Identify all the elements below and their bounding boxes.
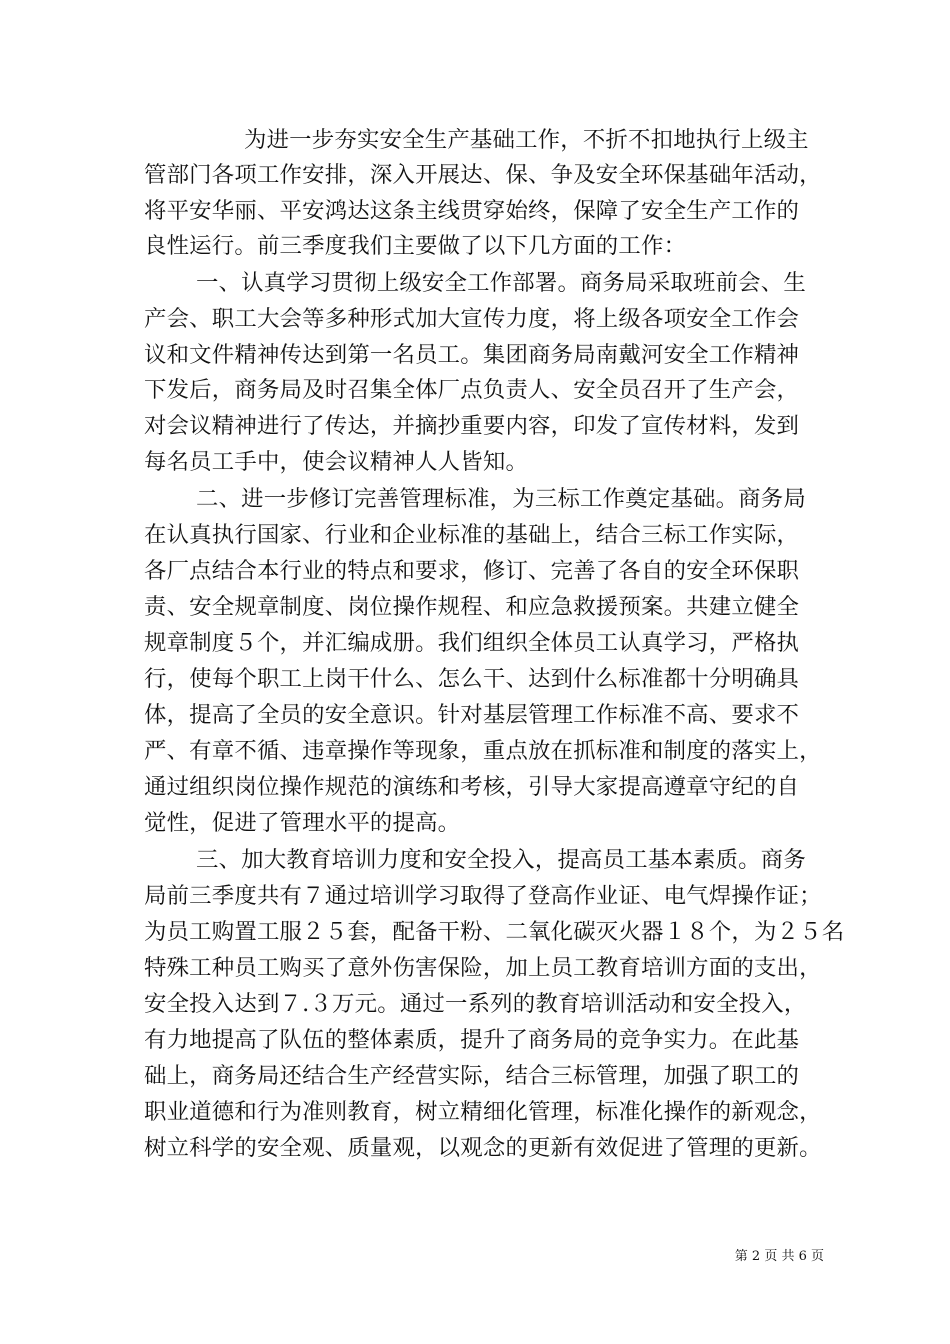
- text-line: 责、安全规章制度、岗位操作规程、和应急救援预案。共建立健全: [144, 594, 800, 620]
- text-line: 对会议精神进行了传达，并摘抄重要内容，印发了宣传材料，发到: [144, 413, 800, 439]
- text-line: 通过组织岗位操作规范的演练和考核，引导大家提高遵章守纪的自: [144, 774, 800, 800]
- text-line: 议和文件精神传达到第一名员工。集团商务局南戴河安全工作精神: [144, 342, 800, 368]
- text-line: 管部门各项工作安排，深入开展达、保、争及安全环保基础年活动，: [144, 162, 822, 188]
- text-line: 每名员工手中，使会议精神人人皆知。: [144, 449, 529, 475]
- text-line: 为员工购置工服２５套，配备干粉、二氧化碳灭火器１８个，为２５名: [144, 919, 845, 945]
- text-line: 产会、职工大会等多种形式加大宣传力度，将上级各项安全工作会: [144, 306, 800, 332]
- text-line: 一、认真学习贯彻上级安全工作部署。商务局采取班前会、生: [196, 270, 806, 296]
- text-line: 行，使每个职工上岗干什么、怎么干、达到什么标准都十分明确具: [144, 666, 800, 692]
- text-line: 础上，商务局还结合生产经营实际，结合三标管理，加强了职工的: [144, 1063, 800, 1089]
- text-line: 特殊工种员工购买了意外伤害保险，加上员工教育培训方面的支出，: [144, 955, 822, 981]
- text-line: 下发后，商务局及时召集全体厂点负责人、安全员召开了生产会，: [144, 377, 800, 403]
- text-line: 三、加大教育培训力度和安全投入，提高员工基本素质。商务: [196, 847, 806, 873]
- text-line: 为进一步夯实安全生产基础工作，不折不扣地执行上级主: [244, 127, 809, 153]
- text-line: 树立科学的安全观、质量观，以观念的更新有效促进了管理的更新。: [144, 1135, 822, 1161]
- text-line: 在认真执行国家、行业和企业标准的基础上，结合三标工作实际，: [144, 522, 800, 548]
- text-line: 体，提高了全员的安全意识。针对基层管理工作标准不高、要求不: [144, 702, 800, 728]
- text-line: 将平安华丽、平安鸿达这条主线贯穿始终，保障了安全生产工作的: [144, 198, 800, 224]
- text-line: 严、有章不循、违章操作等现象，重点放在抓标准和制度的落实上，: [144, 738, 822, 764]
- text-line: 安全投入达到７.３万元。通过一系列的教育培训活动和安全投入，: [144, 991, 807, 1017]
- text-line: 局前三季度共有７通过培训学习取得了登高作业证、电气焊操作证；: [144, 883, 822, 909]
- text-line: 各厂点结合本行业的特点和要求，修订、完善了各自的安全环保职: [144, 558, 800, 584]
- text-line: 职业道德和行为准则教育，树立精细化管理，标准化操作的新观念，: [144, 1099, 822, 1125]
- text-line: 规章制度５个，并汇编成册。我们组织全体员工认真学习，严格执: [144, 630, 800, 656]
- text-line: 二、进一步修订完善管理标准，为三标工作奠定基础。商务局: [196, 486, 806, 512]
- page-number: 第 2 页 共 6 页: [734, 1249, 824, 1264]
- text-line: 有力地提高了队伍的整体素质，提升了商务局的竞争实力。在此基: [144, 1027, 800, 1053]
- text-line: 觉性，促进了管理水平的提高。: [144, 810, 461, 836]
- text-line: 良性运行。前三季度我们主要做了以下几方面的工作：: [144, 233, 687, 259]
